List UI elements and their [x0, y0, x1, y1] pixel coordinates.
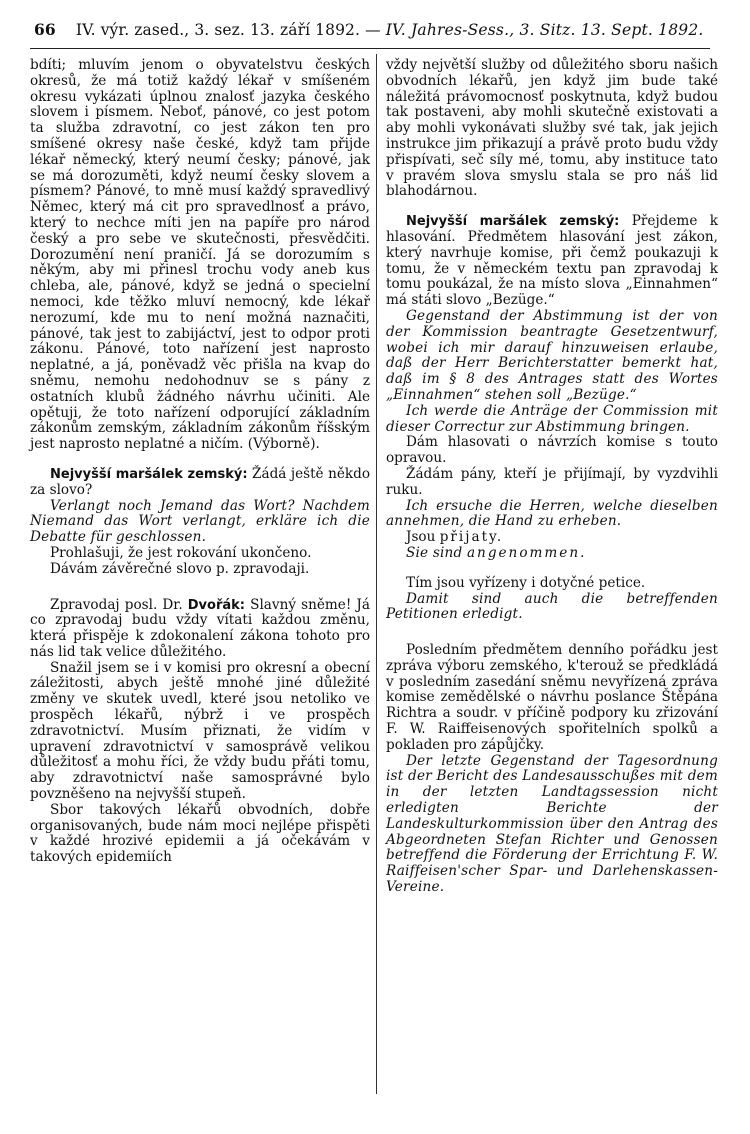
paragraph: vždy největší služby od důležitého sboru našich obvodních lékařů, jen když jim bude také náležitá právomocnosť poskytnuta, když budou tak postaveni, aby mohli skutečně existovati a aby mohli vykonávati služby své tak, jak jejich instrukce jim přikazují a právě proto budu vždy přispívati, seč síly mé, tomu, aby instituce tato v pravém slova smyslu stala se pro náš lid blahodárnou.	[386, 57, 718, 200]
left-column	[30, 58, 370, 866]
header-separator: —	[365, 21, 381, 39]
paragraph-german: Damit sind auch die betreffenden Petitionen erledigt.	[386, 590, 718, 623]
paragraph	[30, 467, 370, 499]
right-column	[386, 58, 718, 896]
paragraph-text: přijaty.	[439, 529, 504, 546]
header-title-german: IV. Jahres-Sess., 3. Sitz. 13. Sept. 1892.	[385, 21, 704, 39]
paragraph-german: Ich werde die Anträge der Commission mit dieser Correctur zur Abstimmung bringen.	[386, 402, 718, 435]
paragraph: Tím jsou vyřízeny i dotyčné petice.	[406, 574, 646, 591]
speaker-name: Nejvyšší maršálek zemský:	[50, 466, 248, 482]
speaker-name: Dvořák:	[187, 597, 245, 613]
paragraph-text: Žádá ještě někdo za slovo?	[30, 465, 371, 498]
paragraph: bdíti; mluvím jenom o obyvatelstvu českých okresů, že má totiž každý lékař v smíšeném okresu vykázati úplnou znalosť jazyka českého slovem i písmem. Neboť, pánové, co jest potom ta služba zdravotní, co jest zákon ten pro smíšené okresy naše české, když tam přijde lékař německý, který neumí česky; pánové, jak se má dorozuměti, když neumí česky slovem a písmem? Pánové, to mně musí každý spravedlivý Němec, který má cit pro spravedlnosť a právo, který to nechce míti jen na papíře pro národ český a pro sebe ve skutečnosti, přesvědčiti. Dorozumění není praničí. Já se dorozumím s někým, aby mi přinesl trochu vody aneb kus chleba, ale, pánové, když se jedná o specielní nemoci, kde těžko mluví nemocný, kde lékař nerozumí, kde mu to není možná naznačiti, pánové, tak jest to zabijáctví, jest to odpor proti zákonu. Pánové, toto nařízení jest naprosto neplatné, a já, poněvadž věc přišla na kvap do sněmu, nemohu nedohodnuv se s pány z ostatních klubů žádného návrhu učiniti. Ale opětuji, že toto nařízení odporující základním zákonům zemským, základním zákonům říšským jest naprosto neplatné a ničím. (Výborně).	[30, 57, 370, 453]
paragraph: Žádám pány, kteří je přijímají, by vyzdvihli ruku.	[386, 465, 718, 498]
paragraph	[386, 214, 718, 309]
paragraph-text: angenommen.	[466, 544, 587, 561]
paragraph-german: Verlangt noch Jemand das Wort? Nachdem Niemand das Wort verlangt, erkläre ich die Debatte für geschlossen.	[30, 497, 370, 546]
paragraph-text: Přejdeme k hlasování. Předmětem hlasování jest zákon, který navrhuje komise, při čemž poukazuji k tomu, že v německém textu pan zpravodaj k tomu poukázal, že na místo slova „Einnahmen“ má státi slovo „Bezüge.“	[386, 213, 718, 309]
paragraph: Posledním předmětem denního pořádku jest zpráva výboru zemského, k'terouž se předkládá v posledním zasedání sněmu nevyřízená zpráva komise zemědělské o návrhu poslance Štěpána Richtra a soudr. v příčině podpory ku zřizování F. W. Raiffeisenových spořitelních spolků a pokladen pro zápůjčky.	[386, 642, 718, 753]
paragraph: Sbor takových lékařů obvodních, dobře organisovaných, bude nám moci nejlépe přispěti v každé hrozivé epidemii a já očekávám v takových epidemiích	[30, 801, 370, 866]
paragraph-german: Der letzte Gegenstand der Tagesordnung ist der Bericht des Landesausschußes mit dem in der letzten Landtagssession nicht erledigten Berichte der Landeskulturkommission über den Antrag des Abgeordneten Stefan Richter und Genossen betreffend die Förderung der Errichtung F. W. Raiffeisen'scher Spar- und Darlehenskassen-Vereine.	[386, 752, 718, 896]
paragraph: Dám hlasovati o návrzích komise s touto opravou.	[386, 434, 718, 467]
paragraph	[386, 530, 718, 546]
paragraph: Prohlašuji, že jest rokování ukončeno.	[50, 544, 312, 561]
paragraph: Dávám závěrečné slovo p. zpravodaji.	[50, 560, 310, 577]
page-number: 66	[34, 20, 56, 39]
paragraph-text: Slavný sněme! Já co zpravodaj budu vždy vítati každou změnu, která přispěje k zdokonalení zákona tohoto pro nás lid tak velice důležitého.	[30, 596, 370, 660]
paragraph-german: Gegenstand der Abstimmung ist der von der Kommission beantragte Gesetzentwurf, wobei ich mir darauf hinzuweisen erlaube, daß der Herr Berichterstatter bemerkt hat, daß im § 8 des Antrages statt des Wortes „Einnahmen“ stehen soll „Bezüge.“	[386, 307, 718, 403]
paragraph-german: Ich ersuche die Herren, welche dieselben annehmen, die Hand zu erheben.	[386, 497, 718, 530]
paragraph-text: Jsou	[406, 529, 436, 546]
column-divider	[376, 54, 377, 1094]
paragraph-text: Sie sind	[406, 544, 463, 561]
header-rule	[30, 48, 710, 49]
speaker-name: Nejvyšší maršálek zemský:	[406, 214, 620, 230]
paragraph: Snažil jsem se i v komisi pro okresní a obecní záležitosti, abych ještě mnohé jiné důležité změny ve skutek uvedl, které jsou netoliko ve prospěch lékařů, nýbrž i ve prospěch zdravotnictví. Musím přiznati, že vidím v upravení zdravotnictví v samosprávě velikou důležitosť a mohu říci, že vždy budu přáti tomu, aby zdravotnictví naše samosprávné bylo povzněšeno na nejvyšší stupeň.	[30, 659, 370, 803]
paragraph-german	[386, 546, 718, 562]
header-title-czech: IV. výr. zased., 3. sez. 13. září 1892.	[75, 21, 361, 39]
paragraph	[30, 598, 370, 661]
paragraph-text: Zpravodaj posl. Dr.	[50, 596, 183, 613]
page-header	[34, 20, 710, 46]
